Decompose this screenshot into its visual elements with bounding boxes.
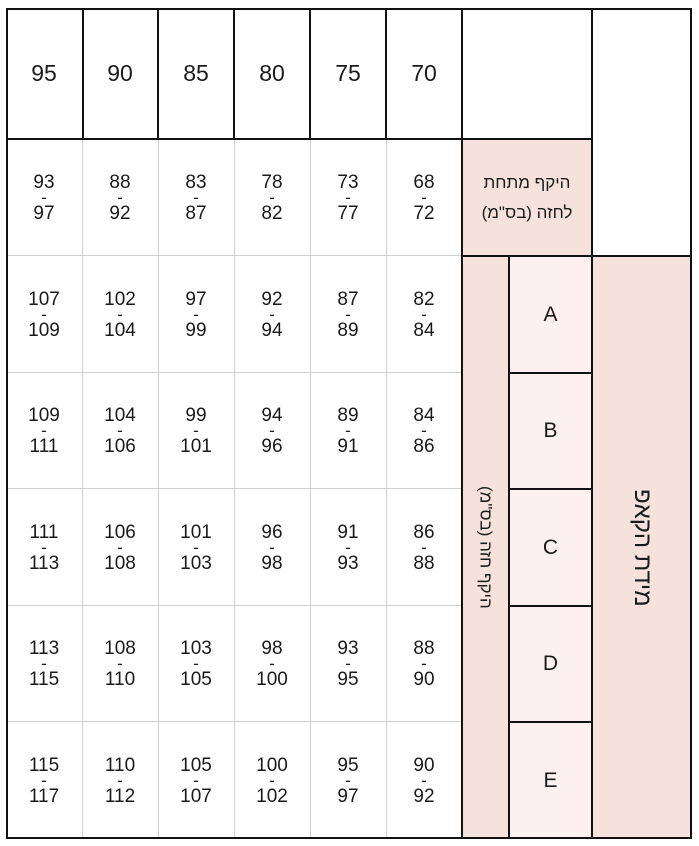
header-col-divider bbox=[82, 8, 84, 139]
range-dash: - bbox=[193, 537, 199, 557]
range-dash: - bbox=[421, 537, 427, 557]
range-dash: - bbox=[269, 304, 275, 324]
range-to: 101 bbox=[180, 436, 212, 457]
border-left bbox=[6, 8, 8, 839]
range-from: 95 bbox=[337, 754, 359, 776]
border-right bbox=[690, 8, 692, 839]
range-to: 104 bbox=[104, 319, 136, 341]
range-from: 90 bbox=[413, 754, 435, 776]
range-from: 98 bbox=[261, 638, 283, 659]
size-range-cell bbox=[234, 722, 310, 839]
range-from: 88 bbox=[413, 638, 435, 659]
range-from: 100 bbox=[256, 754, 288, 776]
range-to: 108 bbox=[104, 552, 136, 574]
cup-divider bbox=[509, 721, 592, 723]
border-top bbox=[6, 8, 692, 10]
range-to: 109 bbox=[28, 319, 60, 341]
range-to: 99 bbox=[185, 319, 207, 341]
size-range-cell bbox=[6, 139, 82, 256]
range-to: 113 bbox=[28, 552, 60, 574]
size-range-cell bbox=[158, 373, 234, 489]
size-range-cell bbox=[158, 489, 234, 606]
cup-letter: E bbox=[509, 722, 592, 839]
column-divider bbox=[234, 139, 235, 839]
range-from: 83 bbox=[185, 171, 207, 193]
size-range-cell bbox=[82, 373, 158, 489]
size-range-cell bbox=[6, 256, 82, 373]
cup-letter: D bbox=[509, 606, 592, 722]
range-to: 96 bbox=[261, 436, 283, 457]
bust-label bbox=[462, 256, 509, 839]
band-size-header: 85 bbox=[183, 60, 209, 86]
range-to: 112 bbox=[104, 785, 136, 807]
range-from: 94 bbox=[261, 405, 283, 426]
range-dash: - bbox=[345, 421, 351, 440]
range-to: 115 bbox=[28, 669, 60, 690]
size-range-cell bbox=[158, 139, 234, 256]
range-dash: - bbox=[193, 187, 199, 207]
range-from: 92 bbox=[261, 288, 283, 310]
range-dash: - bbox=[193, 421, 199, 440]
band-size-header: 90 bbox=[107, 60, 133, 86]
cup-divider bbox=[509, 488, 592, 490]
cup-letter: A bbox=[509, 256, 592, 373]
range-from: 93 bbox=[337, 638, 359, 659]
range-dash: - bbox=[41, 421, 47, 440]
range-dash: - bbox=[421, 187, 427, 207]
range-from: 107 bbox=[28, 288, 60, 310]
size-range-cell bbox=[82, 606, 158, 722]
header-col-divider bbox=[233, 8, 235, 139]
range-from: 101 bbox=[180, 521, 212, 543]
range-dash: - bbox=[421, 770, 427, 790]
size-range-cell bbox=[234, 606, 310, 722]
range-to: 106 bbox=[104, 436, 136, 457]
size-range-cell bbox=[158, 606, 234, 722]
size-range-cell bbox=[386, 373, 462, 489]
range-dash: - bbox=[41, 654, 47, 673]
cup-divider bbox=[509, 605, 592, 607]
range-from: 106 bbox=[104, 521, 136, 543]
range-to: 94 bbox=[261, 319, 283, 341]
size-range-cell bbox=[234, 139, 310, 256]
range-dash: - bbox=[421, 421, 427, 440]
size-range-cell bbox=[158, 256, 234, 373]
cup-size-label-text: מידת הקאפ bbox=[629, 488, 656, 607]
label-divider bbox=[508, 256, 510, 839]
size-range-cell bbox=[234, 256, 310, 373]
column-divider bbox=[310, 139, 311, 839]
header-col-divider bbox=[157, 8, 159, 139]
range-to: 87 bbox=[185, 202, 207, 224]
column-divider bbox=[82, 139, 83, 839]
size-range-cell bbox=[386, 139, 462, 256]
column-divider bbox=[158, 139, 159, 839]
size-range-cell bbox=[82, 489, 158, 606]
header-col-divider bbox=[309, 8, 311, 139]
size-range-cell bbox=[310, 722, 386, 839]
size-range-cell bbox=[158, 722, 234, 839]
size-range-cell bbox=[6, 373, 82, 489]
range-from: 73 bbox=[337, 171, 359, 193]
cup-divider bbox=[509, 372, 592, 374]
size-range-cell bbox=[234, 489, 310, 606]
size-range-cell bbox=[310, 606, 386, 722]
range-dash: - bbox=[41, 304, 47, 324]
size-range-cell bbox=[6, 606, 82, 722]
size-range-cell bbox=[386, 489, 462, 606]
range-to: 86 bbox=[413, 436, 435, 457]
cup-letter: B bbox=[509, 373, 592, 489]
range-to: 92 bbox=[413, 785, 435, 807]
range-from: 109 bbox=[28, 405, 60, 426]
range-from: 108 bbox=[104, 638, 136, 659]
size-range-cell bbox=[82, 722, 158, 839]
range-dash: - bbox=[193, 770, 199, 790]
range-from: 110 bbox=[104, 754, 136, 776]
range-dash: - bbox=[421, 304, 427, 324]
range-to: 102 bbox=[256, 785, 288, 807]
range-dash: - bbox=[117, 304, 123, 324]
band-size-header: 80 bbox=[259, 60, 285, 86]
range-to: 107 bbox=[180, 785, 212, 807]
size-chart-table bbox=[6, 8, 692, 839]
blank-corner-cell bbox=[592, 8, 692, 256]
range-dash: - bbox=[193, 304, 199, 324]
range-from: 113 bbox=[28, 638, 60, 659]
range-dash: - bbox=[345, 537, 351, 557]
band-size-header: 95 bbox=[31, 60, 57, 86]
range-to: 88 bbox=[413, 552, 435, 574]
column-divider bbox=[386, 139, 387, 839]
range-dash: - bbox=[117, 654, 123, 673]
range-from: 103 bbox=[180, 638, 212, 659]
range-to: 90 bbox=[413, 669, 435, 690]
size-range-cell bbox=[82, 256, 158, 373]
cup-size-label bbox=[592, 256, 692, 839]
band-size-header: 70 bbox=[411, 60, 437, 86]
range-to: 110 bbox=[104, 669, 136, 690]
blank-header-cell bbox=[462, 8, 592, 139]
range-dash: - bbox=[269, 187, 275, 207]
header-col-divider bbox=[385, 8, 387, 139]
range-from: 93 bbox=[33, 171, 55, 193]
range-dash: - bbox=[345, 304, 351, 324]
range-dash: - bbox=[345, 770, 351, 790]
size-range-cell bbox=[310, 373, 386, 489]
bust-label-text: היקף חזה (בס"מ) bbox=[476, 486, 496, 609]
size-range-cell bbox=[386, 722, 462, 839]
label-divider bbox=[461, 8, 463, 839]
range-dash: - bbox=[269, 770, 275, 790]
range-from: 88 bbox=[109, 171, 131, 193]
range-from: 86 bbox=[413, 521, 435, 543]
range-from: 91 bbox=[337, 521, 359, 543]
range-dash: - bbox=[117, 537, 123, 557]
range-from: 78 bbox=[261, 171, 283, 193]
range-dash: - bbox=[345, 187, 351, 207]
range-to: 92 bbox=[109, 202, 131, 224]
range-to: 100 bbox=[256, 669, 288, 690]
range-from: 68 bbox=[413, 171, 435, 193]
range-from: 102 bbox=[104, 288, 136, 310]
range-from: 111 bbox=[29, 521, 59, 543]
range-from: 115 bbox=[28, 754, 60, 776]
range-dash: - bbox=[421, 654, 427, 673]
range-to: 89 bbox=[337, 319, 359, 341]
range-dash: - bbox=[269, 421, 275, 440]
range-from: 96 bbox=[261, 521, 283, 543]
range-from: 104 bbox=[104, 405, 136, 426]
size-range-cell bbox=[310, 139, 386, 256]
range-to: 117 bbox=[28, 785, 60, 807]
range-from: 99 bbox=[185, 405, 207, 426]
section-divider bbox=[461, 255, 692, 257]
range-dash: - bbox=[117, 770, 123, 790]
range-from: 105 bbox=[180, 754, 212, 776]
range-dash: - bbox=[117, 187, 123, 207]
range-to: 82 bbox=[261, 202, 283, 224]
header-divider bbox=[6, 138, 592, 140]
range-dash: - bbox=[41, 537, 47, 557]
range-dash: - bbox=[41, 187, 47, 207]
range-to: 97 bbox=[337, 785, 359, 807]
size-range-cell bbox=[386, 606, 462, 722]
border-bottom bbox=[6, 837, 692, 839]
cup-letter: C bbox=[509, 489, 592, 606]
underbust-label: היקף מתחת לחזה (בס"מ) bbox=[462, 139, 592, 256]
range-to: 97 bbox=[33, 202, 55, 224]
range-from: 82 bbox=[413, 288, 435, 310]
size-range-cell bbox=[386, 256, 462, 373]
range-to: 93 bbox=[337, 552, 359, 574]
range-dash: - bbox=[269, 537, 275, 557]
range-dash: - bbox=[345, 654, 351, 673]
range-to: 72 bbox=[413, 202, 435, 224]
range-to: 84 bbox=[413, 319, 435, 341]
range-dash: - bbox=[269, 654, 275, 673]
range-from: 97 bbox=[185, 288, 207, 310]
range-dash: - bbox=[117, 421, 123, 440]
range-to: 111 bbox=[29, 436, 59, 457]
range-to: 98 bbox=[261, 552, 283, 574]
size-range-cell bbox=[310, 489, 386, 606]
range-to: 103 bbox=[180, 552, 212, 574]
range-dash: - bbox=[193, 654, 199, 673]
range-to: 95 bbox=[337, 669, 359, 690]
range-from: 89 bbox=[337, 405, 359, 426]
size-range-cell bbox=[234, 373, 310, 489]
range-to: 77 bbox=[337, 202, 359, 224]
range-to: 105 bbox=[180, 669, 212, 690]
size-range-cell bbox=[6, 489, 82, 606]
range-from: 84 bbox=[413, 405, 435, 426]
label-divider bbox=[591, 8, 593, 839]
range-to: 91 bbox=[337, 436, 359, 457]
size-range-cell bbox=[82, 139, 158, 256]
range-dash: - bbox=[41, 770, 47, 790]
size-range-cell bbox=[6, 722, 82, 839]
size-range-cell bbox=[310, 256, 386, 373]
range-from: 87 bbox=[337, 288, 359, 310]
band-size-header: 75 bbox=[335, 60, 361, 86]
